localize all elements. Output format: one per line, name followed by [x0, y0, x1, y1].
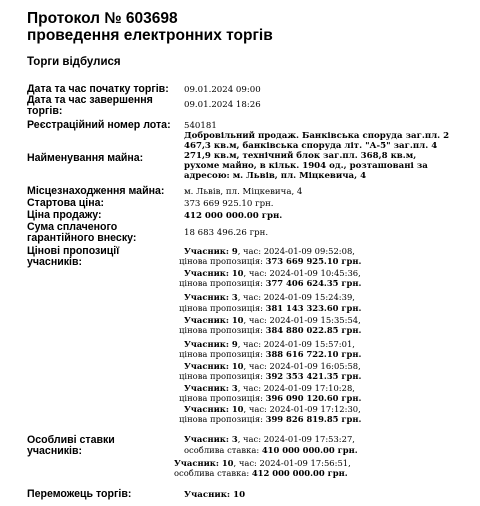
- bid-offer-line: [179, 256, 361, 266]
- bid-time-line: [184, 339, 355, 349]
- bid-time-line: [184, 246, 355, 256]
- bid-time-line: [184, 315, 361, 325]
- sale-price-label: Ціна продажу:: [27, 209, 102, 221]
- bid-time: , час: 2024-01-09 16:05:58,: [243, 361, 361, 371]
- bid-time: , час: 2024-01-09 15:35:54,: [243, 315, 361, 325]
- start-time-value: 09.01.2024 09:00: [184, 85, 261, 95]
- location-value: м. Львів, пл. Міцкевича, 4: [184, 187, 303, 197]
- special-bid-amount: 410 000 000.00 грн.: [261, 445, 358, 455]
- special-bid-time-line: [184, 434, 355, 444]
- bid-offer-line: [179, 303, 361, 313]
- bid-offer-line: [179, 414, 361, 424]
- special-bid-participant: Учасник: 3: [184, 434, 238, 444]
- sale-price-value: 412 000 000.00 грн.: [184, 211, 283, 221]
- special-bid-offer-line: [184, 445, 358, 455]
- bid-time: , час: 2024-01-09 15:57:01,: [237, 339, 355, 349]
- bid-offer-label: цінова пропозиція:: [179, 349, 266, 359]
- protocol-subtitle: проведення електронних торгів: [27, 27, 273, 44]
- bid-amount: 388 616 722.10 грн.: [265, 349, 362, 359]
- special-bid-time-line: [174, 458, 351, 468]
- lot-number-label: Реєстраційний номер лота:: [27, 119, 171, 131]
- bid-offer-line: [179, 393, 361, 403]
- bid-amount: 399 826 819.85 грн.: [265, 414, 362, 424]
- bid-participant: Учасник: 10: [184, 361, 244, 371]
- end-time-value: 09.01.2024 18:26: [184, 100, 261, 110]
- bid-offer-label: цінова пропозиція:: [179, 371, 266, 381]
- bid-amount: 373 669 925.10 грн.: [265, 256, 362, 266]
- special-bids-label: Особливі ставки учасників:: [27, 434, 115, 457]
- start-time-label: Дата та час початку торгів:: [27, 83, 169, 95]
- bid-participant: Учасник: 10: [184, 404, 244, 414]
- bid-participant: Учасник: 3: [184, 383, 238, 393]
- bid-offer-label: цінова пропозиція:: [179, 414, 266, 424]
- property-name-value: [184, 131, 449, 181]
- bid-time-line: [184, 268, 361, 278]
- bid-amount: 396 090 120.60 грн.: [265, 393, 362, 403]
- bid-offer-line: [179, 325, 361, 335]
- bid-amount: 392 353 421.35 грн.: [265, 371, 362, 381]
- bid-offer-label: цінова пропозиція:: [179, 393, 266, 403]
- bid-offer-label: цінова пропозиція:: [179, 256, 266, 266]
- bid-time: , час: 2024-01-09 10:45:36,: [243, 268, 361, 278]
- bid-time: , час: 2024-01-09 15:24:39,: [237, 292, 355, 302]
- bid-time-line: [184, 292, 355, 302]
- bid-offer-line: [179, 349, 361, 359]
- start-price-label: Стартова ціна:: [27, 197, 105, 209]
- end-time-label: Дата та час завершення торгів:: [27, 94, 153, 117]
- special-bid-offer-line: [174, 468, 348, 478]
- bid-time: , час: 2024-01-09 17:10:28,: [237, 383, 355, 393]
- property-line: 271,9 кв.м, технічний блок заг.пл. 368,8 кв.м,: [184, 151, 417, 161]
- start-price-value: 373 669 925.10 грн.: [184, 199, 274, 209]
- guarantee-label: Сума сплаченого гарантійного внеску:: [27, 221, 137, 244]
- lot-number-value: 540181: [184, 121, 217, 131]
- guarantee-value: 18 683 496.26 грн.: [184, 228, 269, 238]
- auction-status: Торги відбулися: [27, 56, 121, 68]
- bid-offer-line: [179, 371, 361, 381]
- bid-participant: Учасник: 3: [184, 292, 238, 302]
- winner-label: Переможець торгів:: [27, 488, 132, 500]
- special-bid-amount: 412 000 000.00 грн.: [251, 468, 348, 478]
- bid-offer-label: цінова пропозиція:: [179, 278, 266, 288]
- bid-time-line: [184, 383, 355, 393]
- bid-amount: 381 143 323.60 грн.: [265, 303, 362, 313]
- location-label: Місцезнаходження майна:: [27, 185, 165, 197]
- property-line: адресою: м. Львів, пл. Міцкевича, 4: [184, 171, 367, 181]
- winner-value: Учасник: 10: [184, 490, 246, 500]
- special-bid-time: , час: 2024-01-09 17:53:27,: [237, 434, 355, 444]
- special-bid-participant: Учасник: 10: [174, 458, 234, 468]
- bid-participant: Учасник: 9: [184, 246, 238, 256]
- special-bid-time: , час: 2024-01-09 17:56:51,: [233, 458, 351, 468]
- bid-offer-line: [179, 278, 361, 288]
- special-bid-offer-label: особлива ставка:: [174, 468, 252, 478]
- bid-amount: 377 406 624.35 грн.: [265, 278, 362, 288]
- special-bid-offer-label: особлива ставка:: [184, 445, 262, 455]
- bid-participant: Учасник: 10: [184, 315, 244, 325]
- bid-time: , час: 2024-01-09 09:52:08,: [237, 246, 355, 256]
- bid-time-line: [184, 404, 361, 414]
- bid-participant: Учасник: 10: [184, 268, 244, 278]
- property-line: Добровільний продаж. Банківська споруда заг.пл. 2: [184, 131, 450, 141]
- property-line: 467,3 кв.м, банківська споруда літ. "А-5" заг.пл. 4: [184, 141, 438, 151]
- bid-offer-label: цінова пропозиція:: [179, 303, 266, 313]
- property-line: рухоме майно, в кільк. 1904 од., розташовані за: [184, 161, 428, 171]
- bid-amount: 384 880 022.85 грн.: [265, 325, 362, 335]
- bid-time: , час: 2024-01-09 17:12:30,: [243, 404, 361, 414]
- bid-participant: Учасник: 9: [184, 339, 238, 349]
- bids-label: Цінові пропозиції учасників:: [27, 245, 120, 268]
- bid-offer-label: цінова пропозиція:: [179, 325, 266, 335]
- bid-time-line: [184, 361, 361, 371]
- property-name-label: Найменування майна:: [27, 152, 144, 164]
- protocol-title: Протокол № 603698: [27, 10, 178, 27]
